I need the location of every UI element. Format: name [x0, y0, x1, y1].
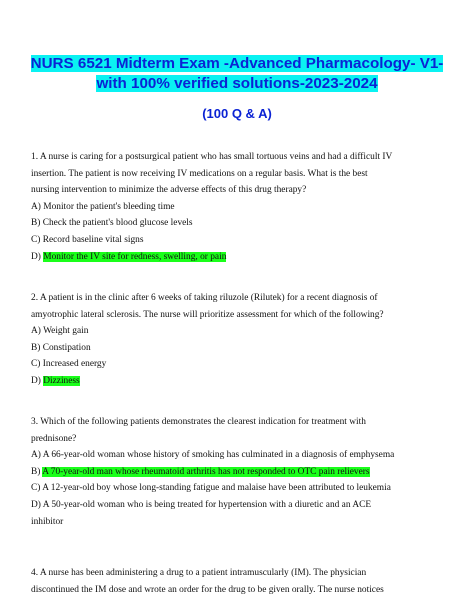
correct-answer-highlight: Dizziness — [43, 375, 80, 386]
question-3-stem-line-1: 3. Which of the following patients demonstrates the clearest indication for treatment with — [31, 417, 366, 427]
question-2-option-b: B) Constipation — [31, 342, 91, 353]
document-title — [20, 54, 454, 94]
question-3-option-a: A) A 66-year-old woman whose history of smoking has culminated in a diagnosis of emphysema — [31, 450, 395, 461]
question-2-option-c: C) Increased energy — [31, 359, 107, 370]
question-1 — [31, 149, 449, 265]
question-3-stem-line-2: prednisone? — [31, 433, 77, 444]
answer-prefix: D) — [31, 251, 44, 262]
question-1-answer — [31, 249, 449, 266]
question-4-stem-line-1: 4. A nurse has been administering a drug to a patient intramuscularly (IM). The physician — [31, 568, 367, 578]
question-1-option-a: A) Monitor the patient's bleeding time — [31, 201, 175, 212]
question-3 — [31, 414, 449, 530]
question-3-option-d-continued: inhibitor — [31, 516, 64, 527]
question-1-stem-line-1: 1. A nurse is caring for a postsurgical patient who has small tortuous veins and had a difficult IV — [31, 152, 393, 162]
question-4 — [31, 565, 449, 598]
question-1-option-b: B) Check the patient's blood glucose levels — [31, 218, 193, 229]
question-3-option-c: C) A 12-year-old boy whose long-standing fatigue and malaise have been attributed to leukemia — [31, 483, 391, 494]
question-4-stem-line-2: discontinued the IM dose and wrote an order for the drug to be given orally. The nurse notices — [31, 584, 384, 595]
question-3-option-d: D) A 50-year-old woman who is being treated for hypertension with a diuretic and an ACE — [31, 499, 372, 510]
question-2-stem-line-1: 2. A patient is in the clinic after 6 weeks of taking riluzole (Rilutek) for a recent diagnosis of — [31, 293, 378, 303]
question-1-stem-line-3: nursing intervention to minimize the adverse effects of this drug therapy? — [31, 185, 307, 196]
title-line-2: with 100% verified solutions-2023-2024 — [96, 75, 378, 92]
question-2-stem-line-2: amyotrophic lateral sclerosis. The nurse will prioritize assessment for which of the following? — [31, 309, 384, 320]
correct-answer-highlight: Monitor the IV site for redness, swelling, or pain — [43, 251, 227, 262]
answer-prefix: B) — [31, 466, 43, 477]
question-1-stem-line-2: insertion. The patient is now receiving IV medications on a regular basis. What is the best — [31, 168, 368, 179]
title-line-1: NURS 6521 Midterm Exam -Advanced Pharmacology- V1- — [30, 55, 444, 72]
question-3-answer — [31, 464, 449, 481]
question-2-option-a: A) Weight gain — [31, 326, 89, 337]
question-1-option-c: C) Record baseline vital signs — [31, 234, 144, 245]
question-2-answer — [31, 373, 449, 390]
document-subtitle: (100 Q & A) — [202, 106, 272, 121]
answer-prefix: D) — [31, 375, 44, 386]
question-2 — [31, 290, 449, 390]
correct-answer-highlight: A 70-year-old man whose rheumatoid arthritis has not responded to OTC pain relievers — [42, 466, 370, 477]
